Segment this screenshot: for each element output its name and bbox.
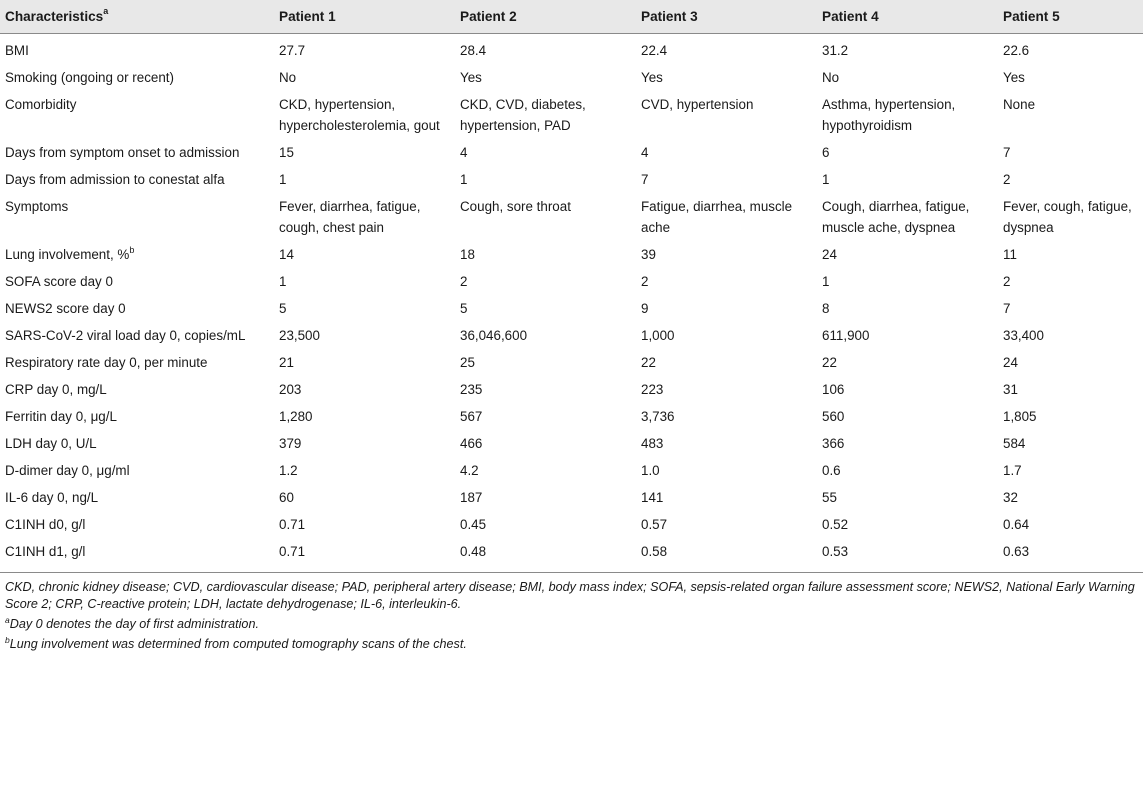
table-row [0,195,1143,243]
cell-patient-4: 6 [822,145,830,160]
table-row [0,513,1143,540]
cell-patient-5: 11 [1003,247,1017,262]
cell-patient-1: 23,500 [279,328,320,343]
cell-patient-1: 27.7 [279,43,306,58]
table-row [0,66,1143,93]
cell-patient-3: 483 [641,436,664,451]
cell-patient-1: CKD, hypertension, hypercholesterolemia, gout [279,97,440,133]
row-label-cell [0,297,274,324]
table-row [0,486,1143,513]
footnote-b-text: Lung involvement was determined from computed tomography scans of the chest. [9,637,467,651]
row-label: Respiratory rate day 0, per minute [5,355,208,370]
table-row [0,378,1143,405]
cell-patient-2: 235 [460,382,483,397]
header-footnote-mark: a [103,6,109,17]
cell-patient-4: 0.52 [822,517,849,532]
cell-patient-4: Asthma, hypertension, hypothyroidism [822,97,956,133]
cell-patient-1: 1,280 [279,409,313,424]
row-label: SOFA score day 0 [5,274,113,289]
cell-patient-3: 2 [641,274,649,289]
table-row [0,405,1143,432]
cell-patient-2: 36,046,600 [460,328,528,343]
cell-patient-5: 7 [1003,301,1011,316]
cell-patient-5: 22.6 [1003,43,1030,58]
cell-patient-1: 14 [279,247,294,262]
cell-patient-2: 4 [460,145,468,160]
cell-patient-4: 1 [822,172,830,187]
row-label: D-dimer day 0, μg/ml [5,463,130,478]
cell-patient-5: 7 [1003,145,1011,160]
cell-patient-2: 5 [460,301,468,316]
cell-patient-2: 28.4 [460,43,487,58]
cell-patient-1: 1 [279,274,287,289]
cell-patient-1: 203 [279,382,302,397]
table-footnotes [0,573,1143,653]
row-label: Lung involvement, % [5,247,130,262]
cell-patient-5: None [1003,97,1036,112]
cell-patient-2: Cough, sore throat [460,199,571,214]
cell-patient-4: 31.2 [822,43,849,58]
footnote-b-mark: b [5,634,10,645]
row-label-cell [0,513,274,540]
cell-patient-2: Yes [460,70,482,85]
cell-patient-5: 0.63 [1003,544,1030,559]
footnote-b [5,636,1138,653]
row-label-cell [0,141,274,168]
cell-patient-3: 22 [641,355,656,370]
cell-patient-5: 1,805 [1003,409,1037,424]
row-label-cell [0,66,274,93]
cell-patient-2: 2 [460,274,468,289]
header-patient-1 [274,0,455,34]
cell-patient-3: 0.58 [641,544,668,559]
abbreviations-footnote: CKD, chronic kidney disease; CVD, cardiovascular disease; PAD, peripheral artery disease; BMI, body mass index; SOFA, sepsis-related organ failure assessment score; NEWS2, National Early Warning Score 2; CRP, C-reactive protein; LDH, lactate dehydrogenase; IL-6, interleukin-6. [5,580,1135,611]
row-label: LDH day 0, U/L [5,436,97,451]
row-label: BMI [5,43,29,58]
cell-patient-2: CKD, CVD, diabetes, hypertension, PAD [460,97,586,133]
cell-patient-4: 8 [822,301,830,316]
row-label-cell [0,243,274,270]
header-characteristics [0,0,274,34]
cell-patient-1: 0.71 [279,517,306,532]
cell-patient-4: 1 [822,274,830,289]
cell-patient-2: 0.45 [460,517,487,532]
header-label: Patient 3 [641,9,698,24]
row-label-cell [0,270,274,297]
cell-patient-5: 0.64 [1003,517,1030,532]
cell-patient-4: 366 [822,436,845,451]
cell-patient-2: 0.48 [460,544,487,559]
cell-patient-3: 0.57 [641,517,668,532]
row-label: IL-6 day 0, ng/L [5,490,99,505]
table-row [0,243,1143,270]
cell-patient-5: 31 [1003,382,1018,397]
cell-patient-1: 21 [279,355,294,370]
header-label: Patient 5 [1003,9,1060,24]
row-label-cell [0,432,274,459]
cell-patient-3: 1.0 [641,463,660,478]
cell-patient-5: 32 [1003,490,1018,505]
header-patient-4 [817,0,998,34]
cell-patient-1: Fever, diarrhea, fatigue, cough, chest pain [279,199,421,235]
cell-patient-1: 1.2 [279,463,298,478]
row-label: CRP day 0, mg/L [5,382,107,397]
cell-patient-2: 1 [460,172,468,187]
table-row [0,351,1143,378]
cell-patient-5: 2 [1003,172,1011,187]
row-label: SARS-CoV-2 viral load day 0, copies/mL [5,328,246,343]
footnote-a [5,616,1138,633]
row-label: Smoking (ongoing or recent) [5,70,174,85]
row-label-cell [0,540,274,567]
cell-patient-5: Yes [1003,70,1025,85]
cell-patient-3: 223 [641,382,664,397]
row-label: C1INH d0, g/l [5,517,86,532]
row-label-cell [0,486,274,513]
cell-patient-3: 9 [641,301,649,316]
cell-patient-3: 39 [641,247,656,262]
cell-patient-3: 7 [641,172,649,187]
cell-patient-4: 0.53 [822,544,849,559]
table-row [0,459,1143,486]
table-row [0,324,1143,351]
cell-patient-3: Fatigue, diarrhea, muscle ache [641,199,793,235]
cell-patient-4: 24 [822,247,837,262]
header-label: Characteristics [5,9,104,24]
cell-patient-1: 5 [279,301,287,316]
cell-patient-4: 611,900 [822,328,870,343]
row-label-cell [0,351,274,378]
header-patient-3 [636,0,817,34]
table-row [0,297,1143,324]
row-label-cell [0,34,274,67]
cell-patient-3: Yes [641,70,663,85]
row-footnote-mark: b [129,244,135,255]
cell-patient-1: No [279,70,297,85]
table-row [0,93,1143,141]
table-header [0,0,1143,34]
header-patient-5 [998,0,1143,34]
cell-patient-2: 187 [460,490,483,505]
footnote-a-text: Day 0 denotes the day of first administration. [9,617,259,631]
row-label: Symptoms [5,199,69,214]
cell-patient-5: 1.7 [1003,463,1022,478]
row-label-cell [0,324,274,351]
row-label: Days from symptom onset to admission [5,145,240,160]
table-row [0,540,1143,567]
cell-patient-5: Fever, cough, fatigue, dyspnea [1003,199,1132,235]
cell-patient-5: 33,400 [1003,328,1044,343]
cell-patient-1: 0.71 [279,544,306,559]
row-label-cell [0,405,274,432]
cell-patient-2: 567 [460,409,483,424]
cell-patient-4: 55 [822,490,837,505]
cell-patient-1: 15 [279,145,294,160]
header-row [0,0,1143,34]
cell-patient-4: No [822,70,840,85]
table-row [0,34,1143,67]
cell-patient-4: Cough, diarrhea, fatigue, muscle ache, dyspnea [822,199,970,235]
cell-patient-5: 584 [1003,436,1026,451]
cell-patient-4: 22 [822,355,837,370]
row-label-cell [0,195,274,243]
header-patient-2 [455,0,636,34]
cell-patient-4: 0.6 [822,463,841,478]
cell-patient-3: CVD, hypertension [641,97,754,112]
row-label: Comorbidity [5,97,77,112]
row-label-cell [0,93,274,141]
row-label: NEWS2 score day 0 [5,301,126,316]
footnote-a-mark: a [5,614,10,625]
cell-patient-3: 22.4 [641,43,668,58]
cell-patient-1: 60 [279,490,294,505]
table-row [0,141,1143,168]
cell-patient-2: 466 [460,436,483,451]
cell-patient-3: 3,736 [641,409,675,424]
header-label: Patient 1 [279,9,336,24]
cell-patient-4: 560 [822,409,845,424]
row-label-cell [0,459,274,486]
cell-patient-5: 2 [1003,274,1011,289]
row-label: C1INH d1, g/l [5,544,86,559]
cell-patient-3: 4 [641,145,649,160]
row-label: Days from admission to conestat alfa [5,172,225,187]
table-row [0,432,1143,459]
row-label-cell [0,168,274,195]
header-label: Patient 4 [822,9,879,24]
cell-patient-2: 4.2 [460,463,479,478]
table-row [0,168,1143,195]
row-label-cell [0,378,274,405]
cell-patient-5: 24 [1003,355,1018,370]
cell-patient-3: 141 [641,490,664,505]
header-label: Patient 2 [460,9,517,24]
table-row [0,270,1143,297]
table-body [0,34,1143,568]
cell-patient-1: 379 [279,436,302,451]
cell-patient-2: 25 [460,355,475,370]
cell-patient-3: 1,000 [641,328,675,343]
cell-patient-4: 106 [822,382,845,397]
row-label: Ferritin day 0, μg/L [5,409,117,424]
cell-patient-2: 18 [460,247,475,262]
cell-patient-1: 1 [279,172,287,187]
